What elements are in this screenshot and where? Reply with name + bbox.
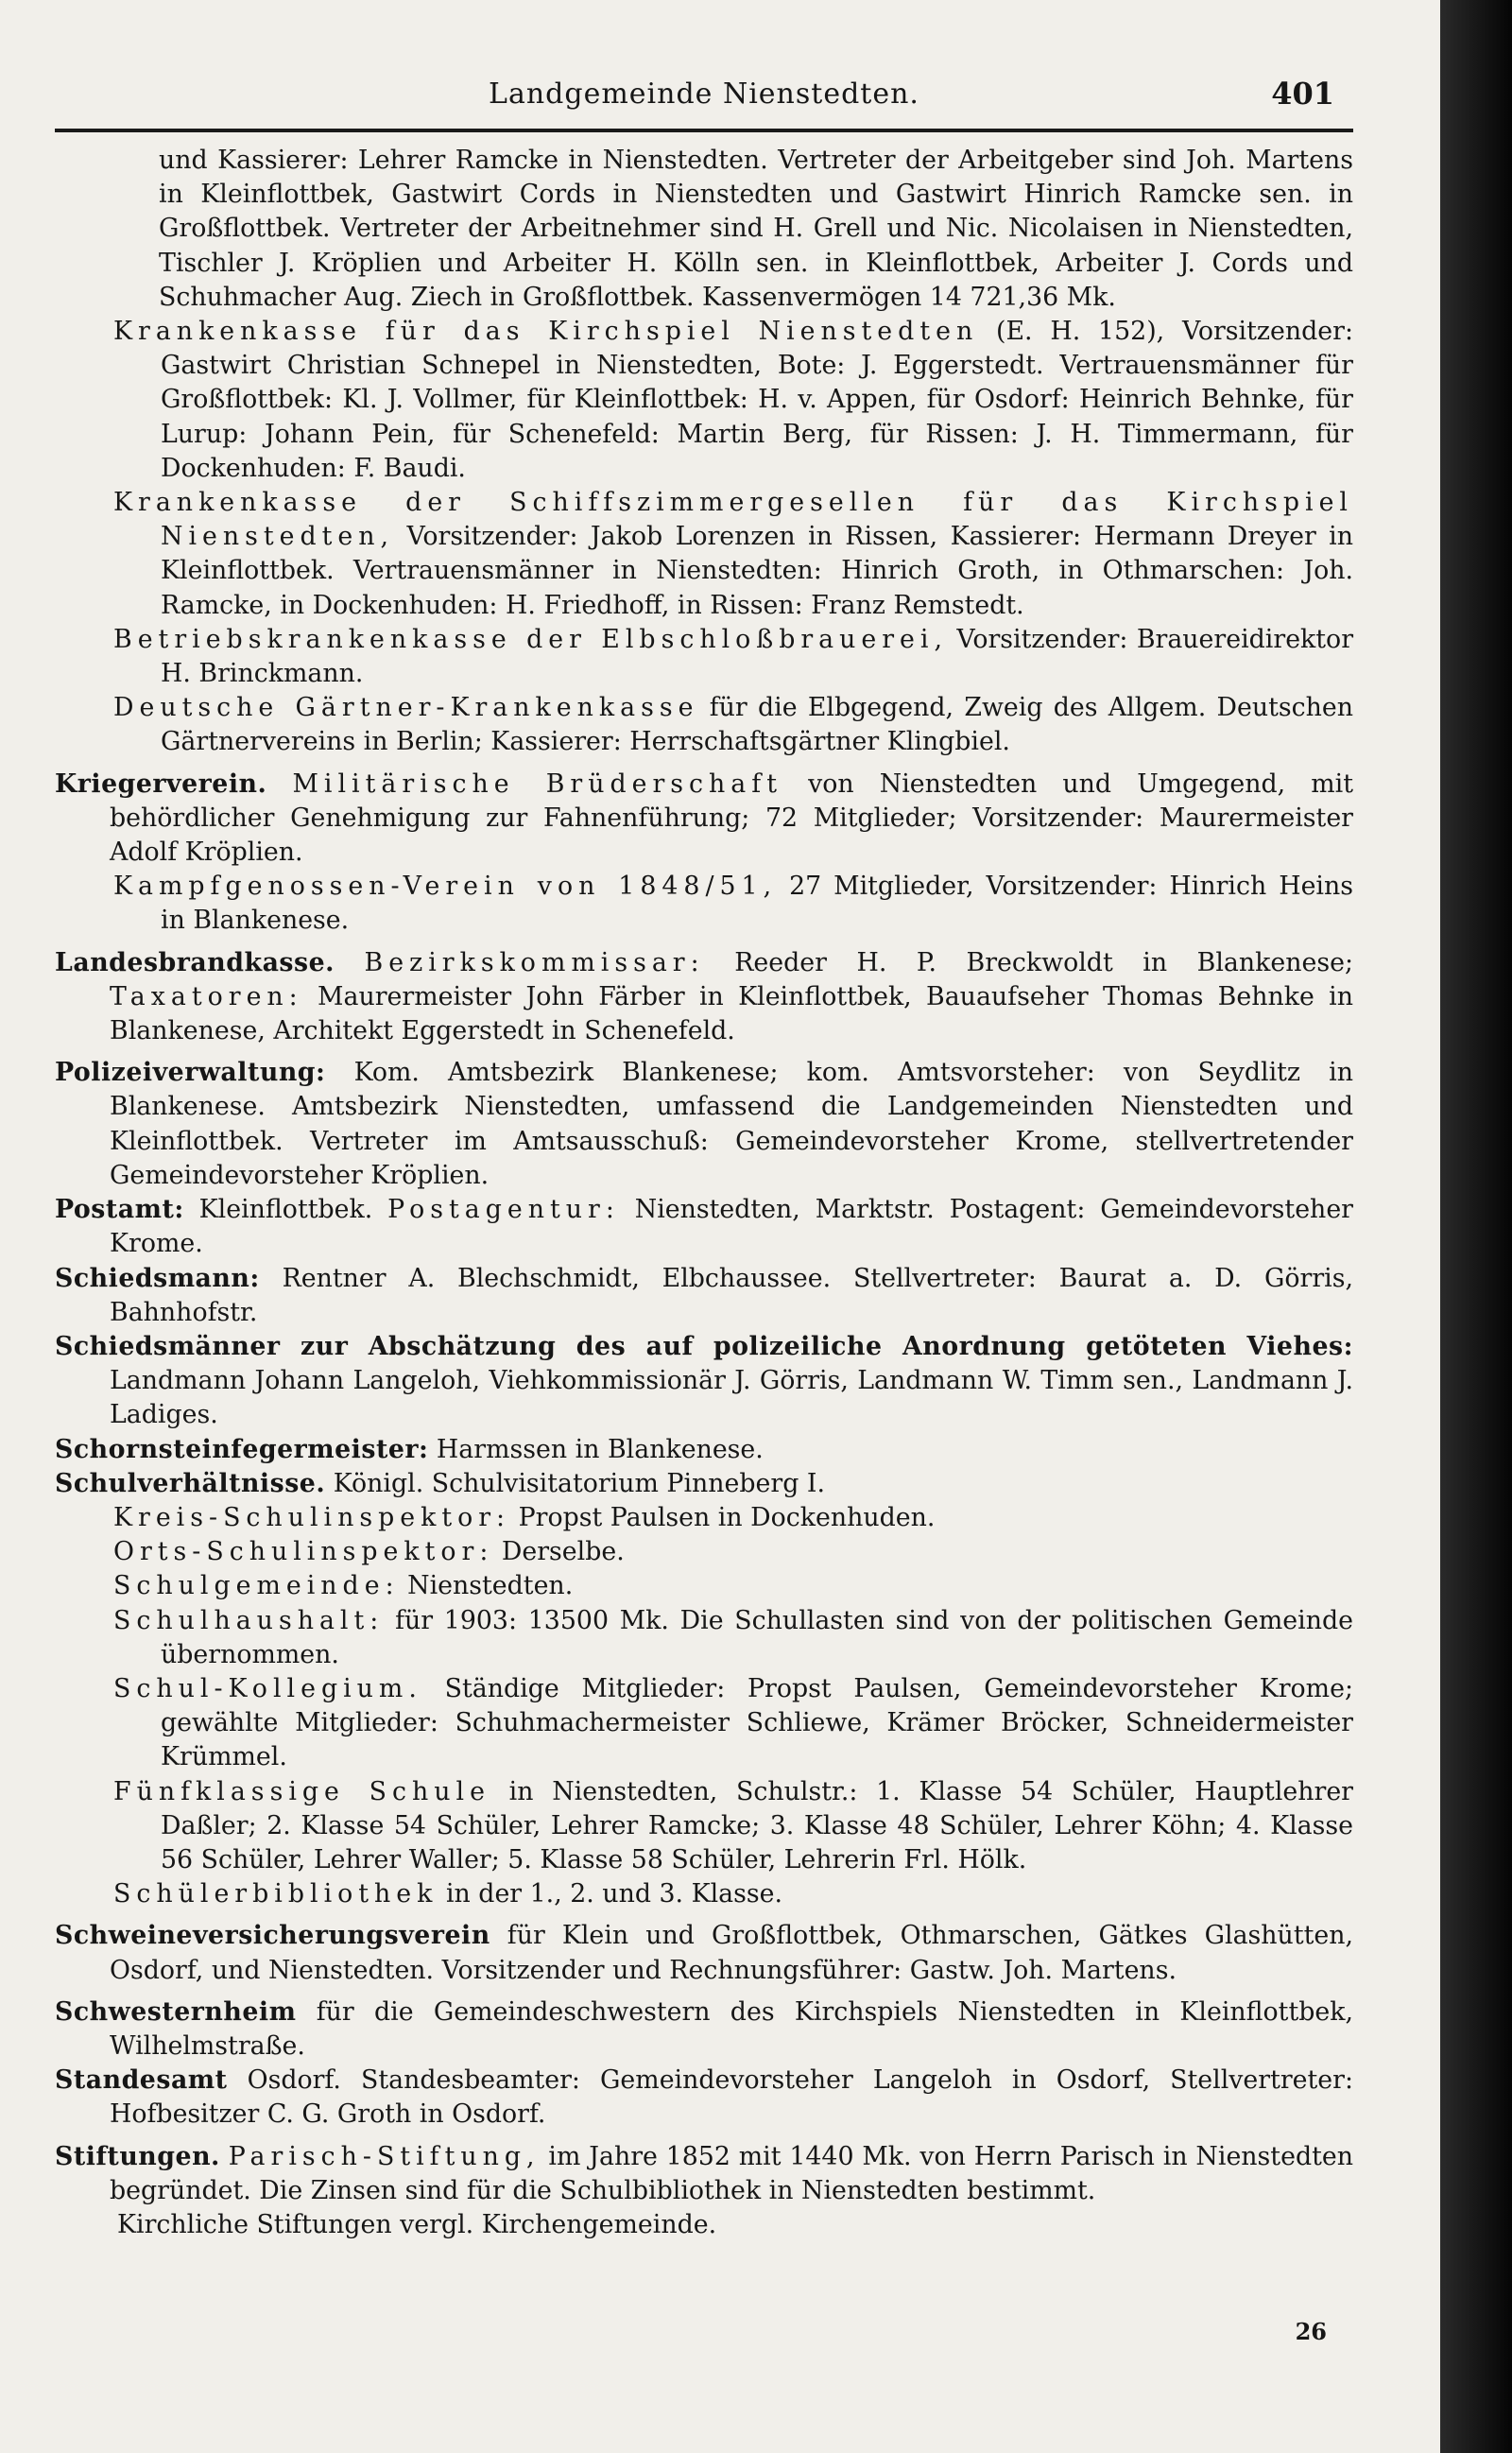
standesamt: Standesamt Osdorf. Standesbeamter: Gemeindevorsteher Langeloh in Osdorf, Stellvertreter: Hofbesitzer C. G. Groth in Osdorf. bbox=[55, 2065, 1353, 2130]
kasse-continuation: und Kassierer: Lehrer Ramcke in Nienstedten. Vertreter der Arbeitgeber sind Joh. Martens in Kleinflottbek, Gastwirt Cords in Nienstedten und Gastwirt Hinrich Ramcke sen. in Großflottbek. Vertreter der Arbeitnehmer sind H. Grell und Nic. Nicolaisen in Nienstedten, Tischler J. Kröplien und Arbeiter H. Kölln sen. in Kleinflottbek, Arbeiter J. Cords und Schuhmacher Aug. Ziech in Großflottbek. Kassenvermögen 14 721,36 Mk. bbox=[159, 146, 1353, 312]
kampfgenossen-verein: Kampfgenossen-Verein von 1848/51, 27 Mitglieder, Vorsitzender: Hinrich Heins in Blankenese. bbox=[113, 872, 1354, 936]
scan-border bbox=[1440, 0, 1512, 2453]
entry-heading: Stiftungen. bbox=[55, 2141, 220, 2171]
gaertner-krankenkasse: Deutsche Gärtner-Krankenkasse für die Elbgegend, Zweig des Allgem. Deutschen Gärtnervereins in Berlin; Kassierer: Herrschaftsgärtner Klingbiel. bbox=[113, 693, 1353, 757]
entry-heading: Kriegerverein. bbox=[55, 769, 267, 799]
page-number: 401 bbox=[1271, 76, 1334, 112]
kirchliche-stiftungen: Kirchliche Stiftungen vergl. Kirchengemeinde. bbox=[117, 2209, 717, 2239]
schornsteinfegermeister: Schornsteinfegermeister: Harmssen in Blankenese. bbox=[55, 1434, 764, 1464]
schiedsmaenner-abschaetzung: Schiedsmänner zur Abschätzung des auf polizeiliche Anordnung getöteten Viehes: Landmann Johann Langeloh, Viehkommissionär J. Görris, Landmann W. Timm sen., Landmann J. Ladiges. bbox=[55, 1331, 1353, 1430]
schwesternheim: Schwesternheim für die Gemeindeschwestern des Kirchspiels Nienstedten in Kleinflottbek, Wilhelmstraße. bbox=[55, 1996, 1353, 2061]
entry-heading: Schiedsmänner zur Abschätzung des auf polizeiliche Anordnung getöteten Viehes: bbox=[55, 1331, 1353, 1361]
fuenfklassige-schule: Fünfklassige Schule in Nienstedten, Schulstr.: 1. Klasse 54 Schüler, Hauptlehrer Daßler; 2. Klasse 54 Schüler, Lehrer Ramcke; 3. Klasse 48 Schüler, Lehrer Köhn; 4. Klasse 56 Schüler, Lehrer Waller; 5. Klasse 58 Schüler, Lehrerin Frl. Hölk. bbox=[113, 1776, 1353, 1874]
schulverhaeltnisse: Schulverhältnisse. Königl. Schulvisitatorium Pinneberg I. bbox=[55, 1468, 825, 1498]
page-title: Landgemeinde Nienstedten. bbox=[489, 78, 919, 111]
schul-kollegium: Schul-Kollegium. Ständige Mitglieder: Propst Paulsen, Gemeindevorsteher Krome; gewählte Mitglieder: Schuhmachermeister Schliewe, Krämer Bröcker, Schneidermeister Krümmel. bbox=[113, 1673, 1353, 1772]
entry-heading: Standesamt bbox=[55, 2065, 228, 2096]
schuelerbibliothek: Schülerbibliothek in der 1., 2. und 3. Klasse. bbox=[113, 1879, 783, 1909]
kreis-schulinspektor: Kreis-Schulinspektor: Propst Paulsen in Dockenhuden. bbox=[113, 1502, 936, 1532]
entry-heading: Schornsteinfegermeister: bbox=[55, 1434, 429, 1464]
polizeiverwaltung: Polizeiverwaltung: Kom. Amtsbezirk Blankenese; kom. Amtsvorsteher: von Seydlitz in Blankenese. Amtsbezirk Nienstedten, umfassend die Landgemeinden Nienstedten und Kleinflottbek. Vertreter im Amtsausschuß: Gemeindevorsteher Krome, stellvertretender Gemeindevorsteher Kröplien. bbox=[55, 1058, 1353, 1190]
krankenkasse-kirchspiel: Krankenkasse für das Kirchspiel Nienstedten (E. H. 152), Vorsitzender: Gastwirt Christian Schnepel in Nienstedten, Bote: J. Eggerstedt. Vertrauensmänner für Großflottbek: Kl. J. Vollmer, für Kleinflottbek: H. v. Appen, für Osdorf: Heinrich Behnke, für Lurup: Johann Pein, für Schenefeld: Martin Berg, für Rissen: J. H. Timmermann, für Dockenhuden: F. Baudi. bbox=[113, 317, 1353, 483]
schulhaushalt: Schulhaushalt: für 1903: 13500 Mk. Die Schullasten sind von der politischen Gemeinde übernommen. bbox=[113, 1605, 1353, 1669]
entry-heading: Postamt: bbox=[55, 1195, 184, 1225]
landesbrandkasse: Landesbrandkasse. Bezirkskommissar: Reeder H. P. Breckwoldt in Blankenese; Taxatoren: Maurermeister John Färber in Kleinflottbek, Bauaufseher Thomas Behnke in Blankenese, Architekt Eggerstedt in Schenefeld. bbox=[55, 947, 1353, 1046]
kriegerverein: Kriegerverein. Militärische Brüderschaft von Nienstedten und Umgegend, mit behördlicher Genehmigung zur Fahnenführung; 72 Mitglieder; Vorsitzender: Maurermeister Adolf Kröplien. bbox=[55, 769, 1353, 868]
page-body bbox=[55, 144, 1353, 2242]
entry-heading: Schulverhältnisse. bbox=[55, 1468, 326, 1498]
entry-heading: Schiedsmann: bbox=[55, 1263, 260, 1293]
entry-heading: Schwesternheim bbox=[55, 1996, 297, 2027]
betriebskrankenkasse: Betriebskrankenkasse der Elbschloßbrauerei, Vorsitzender: Brauereidirektor H. Brinckmann. bbox=[113, 624, 1353, 689]
krankenkasse-schiffszimmer: Krankenkasse der Schiffszimmergesellen für das Kirchspiel Nienstedten, Vorsitzender: Jakob Lorenzen in Rissen, Kassierer: Hermann Dreyer in Kleinflottbek. Vertrauensmänner in Nienstedten: Hinrich Groth, in Othmarschen: Joh. Ramcke, in Dockenhuden: H. Friedhoff, in Rissen: Franz Remstedt. bbox=[113, 488, 1353, 620]
schulgemeinde: Schulgemeinde: Nienstedten. bbox=[113, 1571, 574, 1601]
running-header bbox=[55, 74, 1353, 132]
entry-heading: Polizeiverwaltung: bbox=[55, 1058, 326, 1088]
postamt: Postamt: Kleinflottbek. Postagentur: Nienstedten, Marktstr. Postagent: Gemeindevorsteher Krome. bbox=[55, 1195, 1353, 1259]
stiftungen: Stiftungen. Parisch-Stiftung, im Jahre 1852 mit 1440 Mk. von Herrn Parisch in Nienstedten begründet. Die Zinsen sind für die Schulbibliothek in Nienstedten bestimmt. bbox=[55, 2141, 1353, 2205]
entry-heading: Landesbrandkasse. bbox=[55, 947, 335, 977]
orts-schulinspektor: Orts-Schulinspektor: Derselbe. bbox=[113, 1537, 625, 1567]
schweineversicherungsverein: Schweineversicherungsverein für Klein und Großflottbek, Othmarschen, Gätkes Glashütten, Osdorf, und Nienstedten. Vorsitzender und Rechnungsführer: Gastw. Joh. Martens. bbox=[55, 1921, 1353, 1985]
schiedsmann: Schiedsmann: Rentner A. Blechschmidt, Elbchaussee. Stellvertreter: Baurat a. D. Görris, Bahnhofstr. bbox=[55, 1263, 1353, 1327]
entry-heading: Schweineversicherungsverein bbox=[55, 1921, 490, 1951]
printer-signature: 26 bbox=[1295, 2318, 1327, 2345]
